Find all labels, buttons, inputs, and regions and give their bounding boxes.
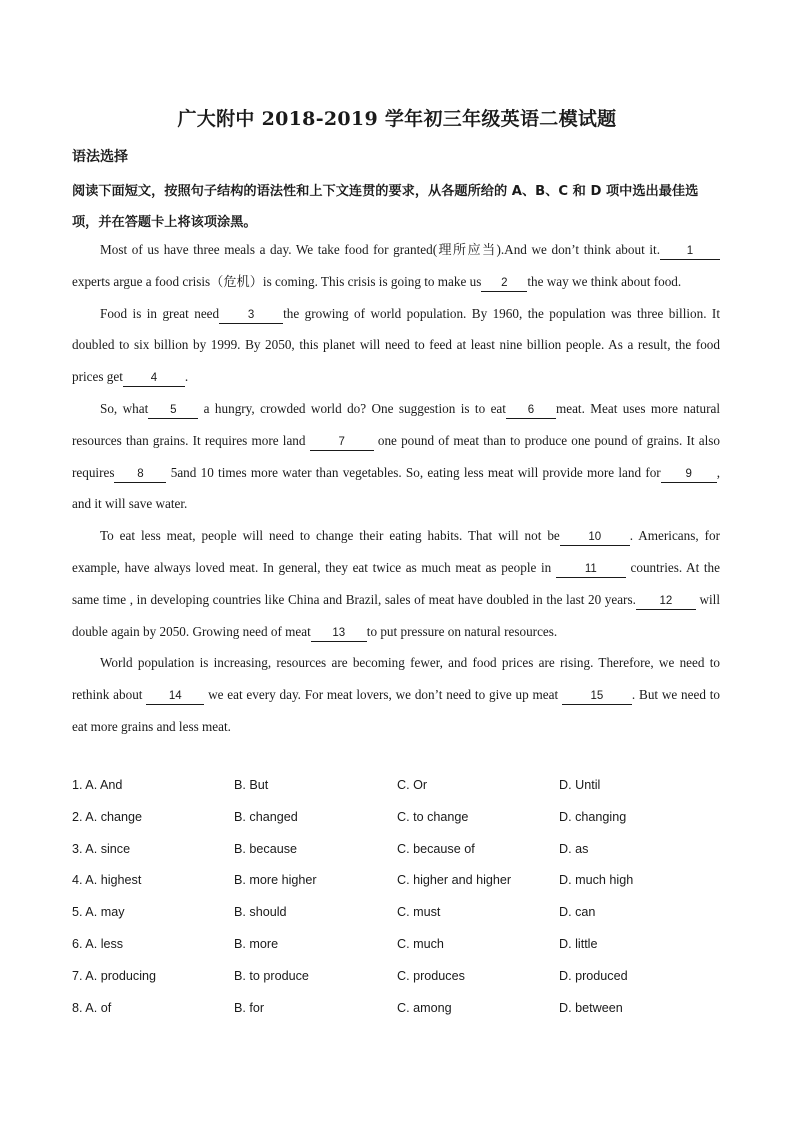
option-b: B. more higher xyxy=(234,873,317,888)
question-row-1 xyxy=(72,778,732,810)
option-d: D. produced xyxy=(559,968,628,983)
question-row-2 xyxy=(72,810,732,842)
option-b: B. to produce xyxy=(234,968,309,983)
passage xyxy=(72,234,720,743)
passage-text: . But we need to eat more grains and less meat. xyxy=(72,687,721,734)
passage-text: 5and 10 times more water than vegetables. So, eating less meat will provide more land for xyxy=(166,464,661,480)
passage-text: meat. Meat uses more natural resources than grains. It requires more land xyxy=(72,400,720,448)
paragraph-4 xyxy=(72,520,720,647)
blank-11: 11 xyxy=(556,562,626,578)
question-row-3 xyxy=(72,842,732,874)
option-a: 8. A. of xyxy=(72,1000,112,1015)
blank-5: 5 xyxy=(148,403,198,419)
option-c: C. much xyxy=(397,936,444,951)
blank-8: 8 xyxy=(114,467,166,483)
option-a: 7. A. producing xyxy=(72,968,157,983)
option-a: 4. A. highest xyxy=(72,873,142,888)
passage-text: a hungry, crowded world do? One suggestion is to eat xyxy=(198,400,506,416)
passage-text: we eat every day. For meat lovers, we don’t need to give up meat xyxy=(204,687,562,703)
option-a: 3. A. since xyxy=(72,841,131,856)
option-a: 2. A. change xyxy=(72,809,143,824)
passage-text: experts argue a food crisis（危机）is coming. This crisis is going to make us xyxy=(72,273,482,289)
passage-text: one pound of meat than to produce one pound of grains. It also requires xyxy=(72,432,720,480)
blank-3: 3 xyxy=(219,308,283,324)
passage-text: the growing of world population. By 1960, the population was three billion. It doubled to six billion by 1999. By 2050, this planet will need to feed at least nine billion people. As a result, the food prices get xyxy=(72,305,720,385)
option-b: B. should xyxy=(234,905,287,920)
option-c: C. Or xyxy=(397,778,428,792)
option-d: D. between xyxy=(559,1000,623,1015)
blank-4: 4 xyxy=(123,371,185,387)
option-c: C. to change xyxy=(397,809,469,824)
page-title: 广大附中 2018-2019 学年初三年级英语二模试题 xyxy=(177,108,617,130)
passage-text: the way we think about food. xyxy=(527,273,682,289)
option-d: D. Until xyxy=(559,778,601,792)
option-d: D. changing xyxy=(559,809,627,824)
option-b: B. because xyxy=(234,841,298,856)
passage-text: World population is increasing, resources are becoming fewer, and food prices are rising. Therefore, we need to rethink about xyxy=(72,655,720,703)
option-a: 6. A. less xyxy=(72,936,124,951)
option-b: B. for xyxy=(234,1000,265,1015)
option-b: B. But xyxy=(234,778,269,792)
paragraph-3 xyxy=(72,393,720,520)
question-row-5 xyxy=(72,905,732,937)
question-row-6 xyxy=(72,937,732,969)
section-heading: 语法选择 xyxy=(72,149,128,165)
option-d: D. much high xyxy=(559,873,634,888)
question-row-7 xyxy=(72,969,732,1001)
blank-2: 2 xyxy=(481,276,527,292)
blank-6: 6 xyxy=(506,403,556,419)
blank-12: 12 xyxy=(636,594,696,610)
passage-text: Food is in great need xyxy=(100,305,220,321)
blank-13: 13 xyxy=(311,626,367,642)
passage-text: to put pressure on natural resources. xyxy=(366,623,558,639)
question-row-4 xyxy=(72,873,732,905)
answer-options xyxy=(72,778,732,1032)
blank-10: 10 xyxy=(560,530,630,546)
option-b: B. more xyxy=(234,936,279,951)
option-c: C. among xyxy=(397,1000,452,1015)
option-c: C. because of xyxy=(397,841,475,856)
paragraph-2 xyxy=(72,298,720,393)
blank-1: 1 xyxy=(660,244,720,260)
passage-text: , and it will save water. xyxy=(72,464,720,512)
instructions: 阅读下面短文，按照句子结构的语法性和上下文连贯的要求，从各题所给的 A、B、C 和 D 项中选出最佳选项，并在答题卡上将该项涂黑。 xyxy=(72,184,699,230)
passage-text: So, what xyxy=(100,400,149,416)
passage-text: . Americans, for example, have always loved meat. In general, they eat twice as much meat as people in xyxy=(72,528,720,575)
blank-15: 15 xyxy=(562,689,632,705)
option-d: D. as xyxy=(559,841,589,856)
paragraph-5 xyxy=(72,647,720,742)
passage-text: To eat less meat, people will need to change their eating habits. That will not be xyxy=(100,528,560,544)
option-a: 5. A. may xyxy=(72,905,125,920)
option-d: D. little xyxy=(559,936,598,951)
option-c: C. higher and higher xyxy=(397,873,512,888)
option-c: C. produces xyxy=(397,968,465,983)
option-c: C. must xyxy=(397,905,441,920)
passage-text: will double again by 2050. Growing need of meat xyxy=(72,591,721,639)
option-a: 1. A. And xyxy=(72,778,123,792)
passage-text: Most of us have three meals a day. We take food for granted(理所应当).And we don’t think about it. xyxy=(100,242,660,257)
question-row-8 xyxy=(72,1001,732,1033)
blank-9: 9 xyxy=(661,467,717,483)
passage-text: . xyxy=(184,369,189,385)
blank-14: 14 xyxy=(146,689,204,705)
option-d: D. can xyxy=(559,905,596,920)
option-b: B. changed xyxy=(234,809,298,824)
blank-7: 7 xyxy=(310,435,374,451)
passage-text: countries. At the same time , in developing countries like China and Brazil, sales of meat have doubled in the last 20 years. xyxy=(72,559,720,607)
paragraph-1 xyxy=(72,234,720,298)
